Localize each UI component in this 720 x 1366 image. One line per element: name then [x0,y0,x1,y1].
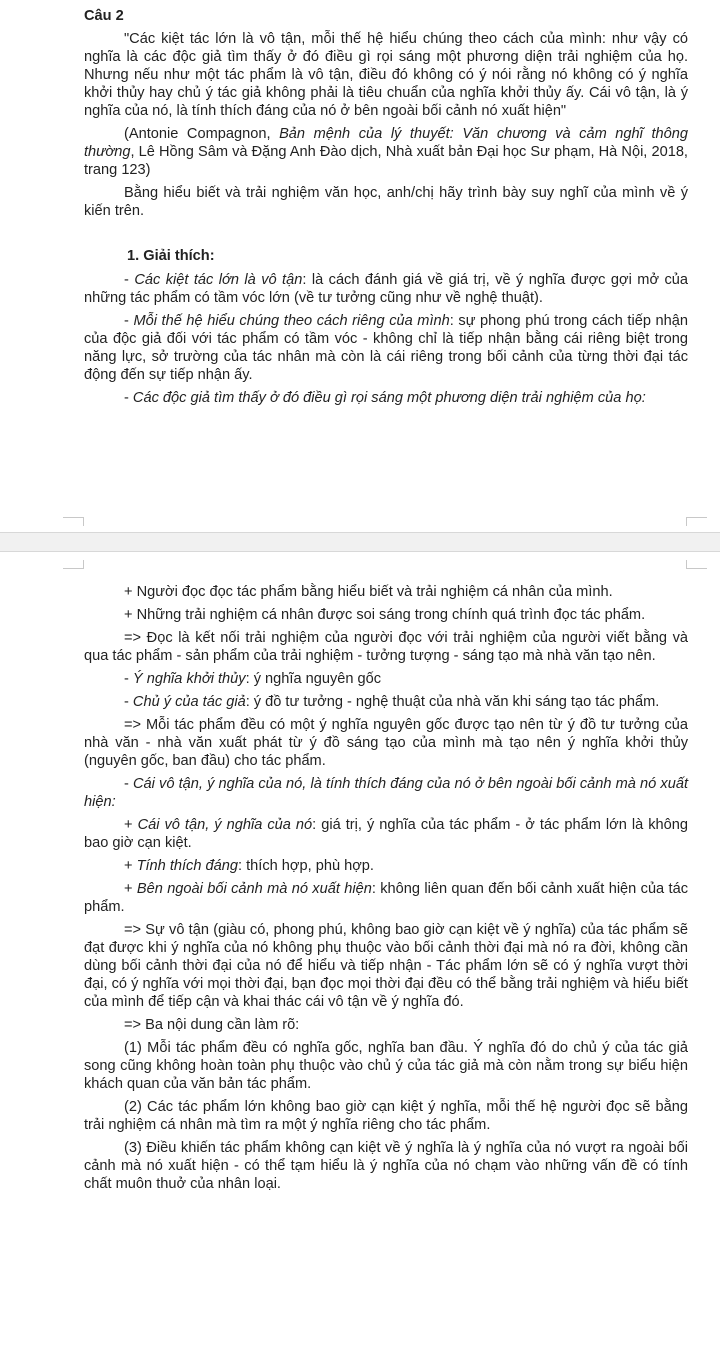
question-title: Câu 2 [84,8,124,24]
page-1-text [84,7,688,412]
body-paragraph: + Người đọc đọc tác phẩm bằng hiểu biết và trải nghiệm cá nhân của mình. [124,584,613,600]
explanation-item-2: - Mỗi thế hệ hiểu chúng theo cách riêng của mình: sự phong phú trong cách tiếp nhận của độc giả đối với tác phẩm có tầm vóc - không chỉ là tiếp nhận bằng cái riêng biệt trong năng lực, sở trường của tác nhân mà còn là cái riêng trong bối cảnh của từng thời đại tác động đến sự tiếp nhận ấy. [84,313,688,383]
page-break [0,532,720,552]
body-paragraph: + Tính thích đáng: thích hợp, phù hợp. [124,858,374,874]
quote-paragraph: "Các kiệt tác lớn là vô tận, mỗi thế hệ hiểu chúng theo cách của mình: như vậy có nghĩa là các độc giả tìm thấy ở đó điều gì rọi sáng một phương diện trải nghiệm của họ. Nhưng nếu như một tác phẩm là vô tận, điều đó không có ý nói rằng nó không có ý nghĩa khởi thủy hay chủ ý tác giả không phải là tiêu chuẩn của nghĩa khởi thủy ấy. Cái vô tận, là ý nghĩa của nó, là tính thích đáng của nó ở bên ngoài bối cảnh nó xuất hiện" [84,31,688,119]
page-corner-mark [63,517,84,526]
citation-paragraph: (Antonie Compagnon, Bản mệnh của lý thuyết: Văn chương và cảm nghĩ thông thường, Lê Hồng Sâm và Đặng Anh Đào dịch, Nhà xuất bản Đại học Sư phạm, Hà Nội, 2018, trang 123) [84,126,688,178]
document-page-1 [0,0,720,532]
body-paragraph: + Những trải nghiệm cá nhân được soi sáng trong chính quá trình đọc tác phẩm. [124,607,646,623]
body-paragraph: - Chủ ý của tác giả: ý đồ tư tưởng - nghệ thuật của nhà văn khi sáng tạo tác phẩm. [124,694,660,710]
body-paragraph: - Ý nghĩa khởi thủy: ý nghĩa nguyên gốc [124,671,382,687]
explanation-item-1: - Các kiệt tác lớn là vô tận: là cách đánh giá về giá trị, về ý nghĩa được gợi mở của những tác phẩm có tầm vóc lớn (về tư tưởng cũng như về nghệ thuật). [84,272,688,306]
body-paragraph: => Sự vô tận (giàu có, phong phú, không bao giờ cạn kiệt về ý nghĩa) của tác phẩm sẽ đạt được khi ý nghĩa của nó không phụ thuộc vào bối cảnh thời đại mà nó ra đời, không cần dùng bối cảnh thời đại của nó để hiểu và tiếp nhận - Tác phẩm lớn sẽ có ý nghĩa vượt thời đại, có ý nghĩa với mọi thời đại, bạn đọc mọi thời đại đều có thể bằng trải nghiệm và hiểu biết của mình để tiếp cận và khai thác cái vô tận về ý nghĩa đó. [84,922,688,1010]
body-paragraph: => Đọc là kết nối trải nghiệm của người đọc với trải nghiệm của người viết bằng và qua tác phẩm - sản phẩm của trải nghiệm - tưởng tượng - sáng tạo mà nhà văn tạo nên. [84,630,688,664]
body-paragraph: (3) Điều khiến tác phẩm không cạn kiệt về ý nghĩa là ý nghĩa của nó vượt ra ngoài bối cảnh mà nó xuất hiện - có thể tạm hiểu là ý nghĩa của nó chạm vào những vấn đề có tính chất muôn thuở của nhân loại. [84,1140,688,1192]
section-heading: 1. Giải thích: [127,248,215,264]
body-paragraph: + Cái vô tận, ý nghĩa của nó: giá trị, ý nghĩa của tác phẩm - ở tác phẩm lớn là không bao giờ cạn kiệt. [84,817,689,851]
body-paragraph: => Ba nội dung cần làm rõ: [124,1017,300,1033]
body-paragraph: (2) Các tác phẩm lớn không bao giờ cạn kiệt ý nghĩa, mỗi thế hệ người đọc sẽ bằng trải nghiệm cá nhân mà tìm ra một ý nghĩa riêng cho tác phẩm. [84,1099,688,1133]
body-paragraph: (1) Mỗi tác phẩm đều có nghĩa gốc, nghĩa ban đầu. Ý nghĩa đó do chủ ý của tác giả song cũng không hoàn toàn phụ thuộc vào chủ ý của tác giả mà còn nằm trong sự biểu hiện khách quan của văn bản tác phẩm. [84,1040,688,1092]
body-paragraph: + Bên ngoài bối cảnh mà nó xuất hiện: không liên quan đến bối cảnh xuất hiện của tác phẩm. [84,881,688,915]
page-2-text [84,583,688,1198]
prompt-paragraph: Bằng hiểu biết và trải nghiệm văn học, anh/chị hãy trình bày suy nghĩ của mình về ý kiến trên. [84,185,688,219]
page-corner-mark [686,560,707,569]
document-page-2 [0,552,720,1366]
body-paragraph: - Cái vô tận, ý nghĩa của nó, là tính thích đáng của nó ở bên ngoài bối cảnh mà nó xuất hiện: [84,776,688,810]
page-corner-mark [686,517,707,526]
page-corner-mark [63,560,84,569]
explanation-item-3: - Các độc giả tìm thấy ở đó điều gì rọi sáng một phương diện trải nghiệm của họ: [124,390,646,406]
body-paragraph: => Mỗi tác phẩm đều có một ý nghĩa nguyên gốc được tạo nên từ ý đồ tư tưởng của nhà văn - nhà văn xuất phát từ ý đồ sáng tạo của mình mà tạo nên ý nghĩa khởi thủy (nguyên gốc, ban đầu) cho tác phẩm. [84,717,688,769]
